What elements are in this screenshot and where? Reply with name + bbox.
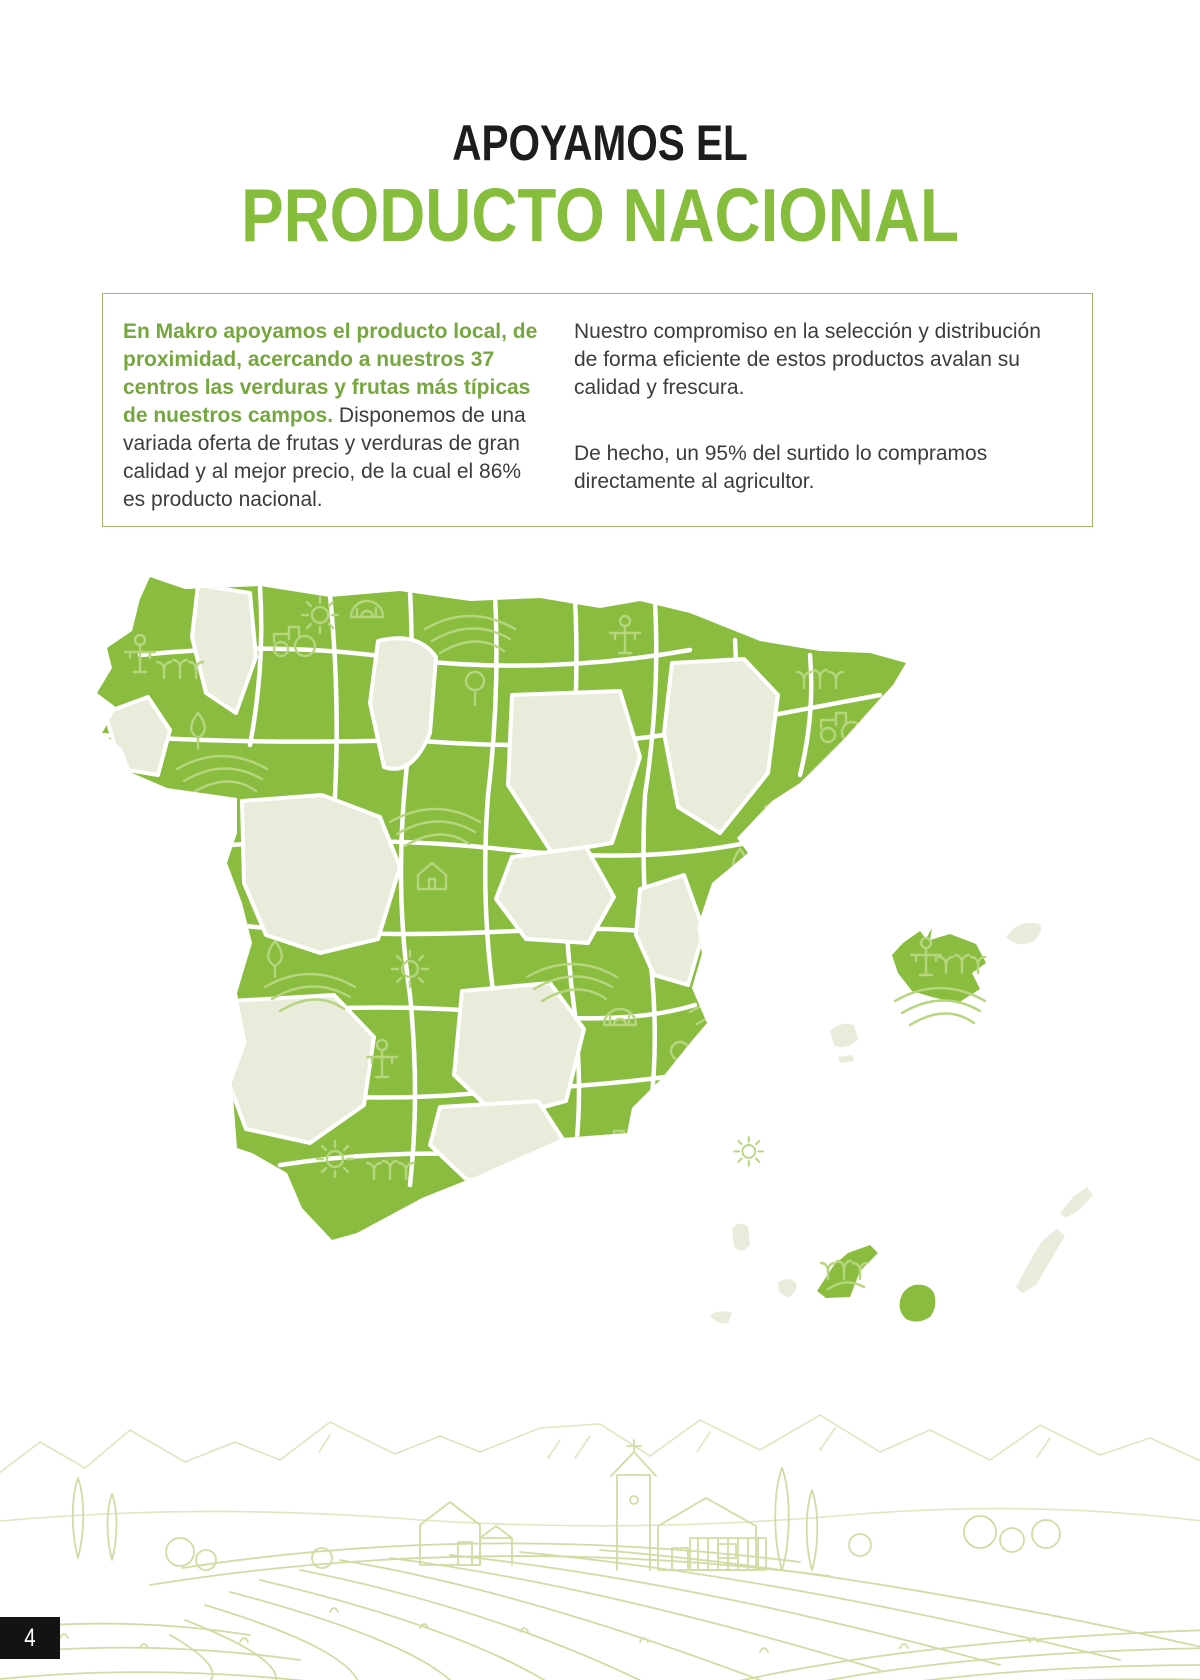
gran-canaria [900,1285,936,1322]
la-palma [732,1223,750,1250]
page-title-line2: PRODUCTO NACIONAL [241,173,959,257]
intro-left-text: Disponemos de una variada oferta de frutas y verduras de gran calidad y al mejor precio, de la cual el 86% es producto nacional. [123,404,526,511]
vineyard-rows-sketch [0,1543,1200,1680]
ibiza [830,1024,858,1047]
intro-right-paragraph-2: De hecho, un 95% del surtido lo compramos directamente al agricultor. [574,442,988,493]
intro-text-box [102,293,1093,527]
spain-provinces-map [80,545,1120,1345]
page-number-badge [0,1617,60,1659]
mountains-sketch [0,1415,1200,1526]
intro-right-paragraph-1: Nuestro compromiso en la selección y distribución de forma eficiente de estos productos avalan su calidad y frescura. [574,320,1041,399]
tenerife [817,1245,878,1298]
intro-highlight-text: En Makro apoyamos el producto local, de proximidad, acercando a nuestros 37 centros las verduras y frutas más típicas de nuestros campos. [123,320,538,427]
lanzarote [1060,1187,1093,1218]
village-sketch [73,1440,1060,1570]
fuerteventura [1016,1229,1065,1293]
menorca [1006,923,1041,944]
page-number: 4 [24,1623,36,1652]
intro-left-column [123,318,574,510]
canary-islands [710,1137,1093,1323]
intro-right-column [574,318,1064,510]
farm-landscape-illustration [0,1380,1200,1680]
el-hierro [710,1311,732,1323]
la-gomera [778,1279,796,1297]
balearic-islands [830,923,1041,1063]
mallorca [892,928,986,1003]
page-title-line1: APOYAMOS EL [452,115,748,171]
formentera [838,1055,854,1063]
